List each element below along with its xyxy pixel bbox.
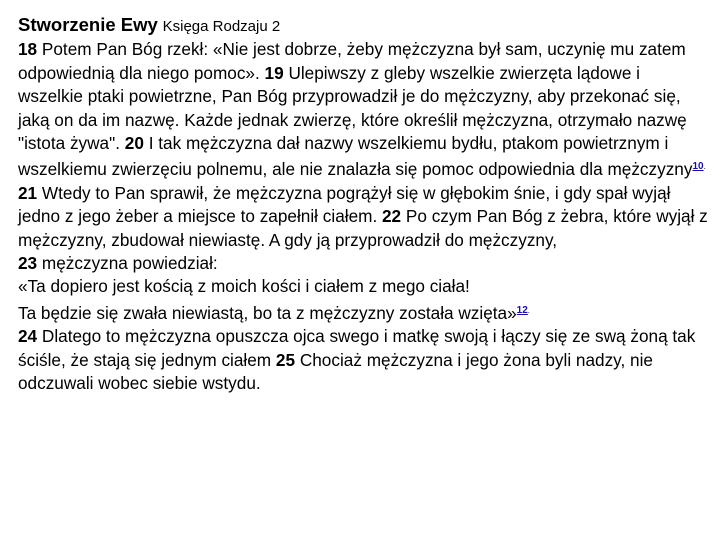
verse-text-23: mężczyzna powiedział: bbox=[41, 253, 218, 274]
footnote-link-10[interactable]: 10 bbox=[692, 161, 704, 173]
quote-line-2: Ta będzie się zwała niewiastą, bo ta z mężczyzny została wzięta» bbox=[18, 302, 517, 323]
footnote-dot: . bbox=[527, 305, 531, 315]
verse-text-24: Dlatego to mężczyzna opuszcza ojca swego i matkę swoją i łączy się ze swą żoną tak ściśle, że stają się jednym ciałem bbox=[18, 326, 696, 370]
passage-title: Stworzenie Ewy bbox=[18, 14, 158, 35]
verse-number-22: 22 bbox=[382, 206, 402, 227]
passage-reference: Księga Rodzaju 2 bbox=[162, 18, 281, 35]
verse-text-20: I tak mężczyzna dał nazwy wszelkiemu bydłu, ptakom powietrznym i wszelkiemu zwierzęciu polnemu, ale nie znalazła się pomoc odpowiednia dla mężczyzny bbox=[18, 133, 693, 180]
verse-text-25: Chociaż mężczyzna i jego żona byli nadzy, nie odczuwali wobec siebie wstydu. bbox=[18, 349, 653, 394]
footnote-dot: . bbox=[703, 162, 706, 172]
verse-number-24: 24 bbox=[18, 326, 38, 347]
quote-line-1: «Ta dopiero jest kością z moich kości i ciałem z mego ciała! bbox=[18, 276, 470, 297]
verse-number-18: 18 bbox=[18, 39, 38, 60]
document-page bbox=[18, 13, 708, 396]
bible-passage bbox=[18, 13, 708, 396]
verse-text-18: Potem Pan Bóg rzekł: «Nie jest dobrze, żeby mężczyzna był sam, uczynię mu zatem odpowiednią dla niego pomoc». bbox=[18, 39, 686, 83]
verse-text-22: Po czym Pan Bóg z żebra, które wyjął z mężczyzny, zbudował niewiastę. A gdy ją przyprowadził do mężczyzny, bbox=[18, 206, 708, 250]
footnote-link-12[interactable]: 12 bbox=[516, 304, 528, 316]
verse-text-19: Ulepiwszy z gleby wszelkie zwierzęta lądowe i wszelkie ptaki powietrzne, Pan Bóg przyprowadził je do mężczyzny, aby przekonać się, jaką on da im nazwę. Każde jednak zwierzę, które określił mężczyzna, otrzymało nazwę "istota żywa". bbox=[18, 62, 687, 154]
verse-number-19: 19 bbox=[264, 62, 284, 83]
verse-text-21: Wtedy to Pan sprawił, że mężczyzna pogrążył się w głębokim śnie, i gdy spał wyjął jedno z jego żeber a miejsce to zapełnił ciałem. bbox=[18, 182, 671, 227]
verse-number-21: 21 bbox=[18, 182, 38, 203]
verse-number-25: 25 bbox=[275, 349, 296, 370]
verse-number-23: 23 bbox=[18, 253, 38, 274]
verse-number-20: 20 bbox=[124, 133, 144, 154]
